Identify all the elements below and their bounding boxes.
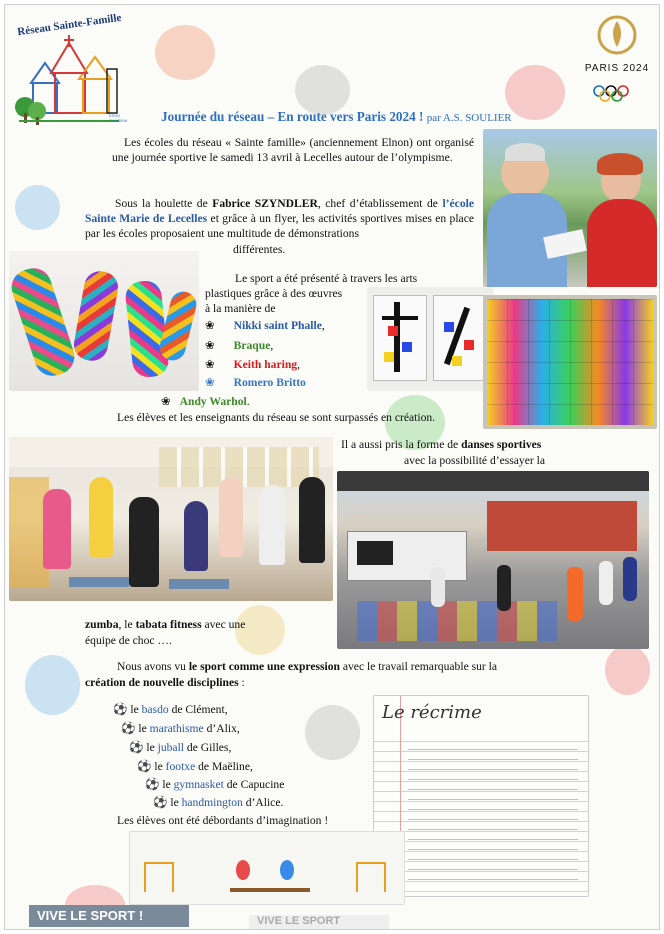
title-text: Journée du réseau – En route vers Paris 2024 ! — [161, 109, 424, 124]
discipline-item — [129, 740, 231, 755]
expression-highlight: création de nouvelle disciplines — [85, 676, 239, 689]
artist-list-item — [161, 394, 250, 409]
flower-bullet-icon: ❀ — [205, 376, 215, 389]
discipline-pre: le — [130, 703, 142, 716]
expression-line-2 — [85, 675, 385, 690]
flower-bullet-icon: ❀ — [205, 319, 215, 332]
expression-text: Nous avons vu — [117, 660, 189, 673]
discipline-pre: le — [170, 796, 182, 809]
discipline-pre: le — [146, 741, 158, 754]
footer-banner — [29, 905, 189, 927]
flower-bullet-icon: ❀ — [205, 358, 215, 371]
artist-suffix: . — [246, 395, 250, 408]
tabata-label: tabata fitness — [135, 618, 202, 631]
hand-print-decoration — [305, 705, 360, 760]
artist-list-item — [205, 375, 306, 390]
hand-print-decoration — [295, 65, 350, 115]
artist-name: Braque — [233, 339, 271, 352]
ball-bullet-icon: ⚽ — [137, 760, 152, 773]
dance-text: Il a aussi pris la forme de — [341, 438, 462, 451]
arts-closing: Les élèves et les enseignants du réseau se sont surpassés en création. — [117, 411, 436, 424]
ball-bullet-icon: ⚽ — [113, 703, 128, 716]
ball-bullet-icon: ⚽ — [153, 796, 168, 809]
paris-logo-text: PARIS 2024 — [584, 63, 650, 74]
discipline-item — [137, 759, 253, 774]
photo-organizers — [483, 129, 657, 287]
expression-line-1 — [117, 659, 583, 674]
footer-banner-text: VIVE LE SPORT — [257, 915, 341, 927]
flower-bullet-icon: ❀ — [161, 395, 171, 408]
photo-notebook — [373, 695, 589, 897]
hand-print-decoration — [605, 645, 650, 695]
dance-line-1 — [341, 437, 591, 452]
artist-name: Nikki saint Phalle — [233, 319, 322, 332]
closing-line: Les élèves ont été débordants d’imagination ! — [117, 814, 329, 827]
organizer-text: Sous la houlette de — [115, 197, 213, 210]
dance-line-4: équipe de choc …. — [85, 634, 172, 647]
notebook-heading: Le récrime — [382, 702, 482, 723]
discipline-name: juball — [157, 741, 185, 754]
artist-name: Romero Britto — [233, 376, 306, 389]
hand-print-decoration — [155, 25, 215, 80]
discipline-name: handmington — [181, 796, 243, 809]
hand-print-decoration — [25, 655, 80, 715]
discipline-name: gymnasket — [173, 778, 224, 791]
photo-courtyard-activity — [337, 471, 649, 649]
discipline-name: basdo — [141, 703, 169, 716]
expression-highlight: le sport comme une expression — [188, 660, 340, 673]
title-byline: par A.S. SOULIER — [426, 112, 512, 124]
ball-bullet-icon: ⚽ — [145, 778, 160, 791]
discipline-post: de Maëline, — [195, 760, 253, 773]
discipline-post: de Gilles, — [184, 741, 232, 754]
footer-banner-text: VIVE LE SPORT ! — [37, 908, 144, 923]
photo-zumba-class — [9, 437, 333, 601]
discipline-item — [113, 702, 228, 717]
flower-bullet-icon: ❀ — [205, 339, 215, 352]
intro-paragraph — [112, 135, 474, 165]
ball-bullet-icon: ⚽ — [129, 741, 144, 754]
discipline-pre: le — [138, 722, 150, 735]
dance-highlight: danses sportives — [461, 438, 542, 451]
zumba-label: zumba — [85, 618, 119, 631]
dance-text: , le — [118, 618, 136, 631]
hand-print-decoration — [15, 185, 60, 230]
organizer-paragraph — [85, 196, 474, 242]
dance-line-3 — [85, 617, 345, 632]
organizer-paragraph-end: différentes. — [233, 243, 286, 256]
artist-name: Keith haring — [233, 358, 298, 371]
logo-network-name: Réseau Sainte-Famille — [16, 11, 123, 39]
newsletter-page — [4, 4, 660, 930]
discipline-pre: le — [154, 760, 166, 773]
hand-print-decoration — [505, 65, 565, 120]
discipline-post: d’Alice. — [242, 796, 284, 809]
intro-text: Les écoles du réseau « Sainte famille» (anciennement Elnon) ont organisé une journée sportive le samedi 13 avril à Lecelles autour de l’olympisme. — [112, 136, 474, 165]
discipline-item — [145, 777, 284, 792]
photo-mondrian-artworks — [367, 287, 493, 391]
logo-sub-caption: ESSO CAMBRAI — [109, 113, 128, 123]
expression-text: avec le travail remarquable sur la — [339, 660, 498, 673]
artist-list-item — [205, 357, 300, 372]
organizer-text: , chef d’établissement de — [317, 197, 443, 210]
discipline-name: marathisme — [149, 722, 204, 735]
discipline-post: de Clément, — [168, 703, 228, 716]
footer-banner — [249, 915, 389, 929]
ball-bullet-icon: ⚽ — [121, 722, 136, 735]
artist-list-item — [205, 318, 325, 333]
arts-lead-2: plastiques grâce à des œuvres — [205, 287, 343, 300]
organizer-name: Fabrice SZYNDLER — [212, 197, 318, 210]
dance-line-2: avec la possibilité d’essayer la — [404, 454, 546, 467]
artist-suffix: , — [321, 319, 325, 332]
expression-text: : — [238, 676, 245, 689]
photo-sculptures — [9, 251, 199, 391]
olympic-emblem-icon — [579, 9, 655, 105]
discipline-name: footxe — [165, 760, 196, 773]
discipline-item — [121, 721, 240, 736]
discipline-post: de Capucine — [223, 778, 285, 791]
artist-name: Andy Warhol — [179, 395, 247, 408]
organizer-text: et grâce à un flyer, les activités sportives mises en place par les écoles proposaient une multitude de démonstrations — [85, 212, 474, 241]
discipline-pre: le — [162, 778, 174, 791]
arts-lead-3: à la manière de — [205, 302, 276, 315]
arts-lead-1: Le sport a été présenté à travers les arts — [235, 272, 418, 285]
discipline-item — [153, 795, 283, 810]
artist-suffix: , — [297, 358, 300, 371]
artist-suffix: , — [270, 339, 274, 352]
page-title — [161, 109, 512, 125]
photo-pop-art-portraits — [483, 295, 657, 429]
paris-2024-logo — [579, 9, 655, 105]
dance-text: avec une — [201, 618, 246, 631]
photo-children-drawing — [129, 831, 405, 905]
artist-list-item — [205, 338, 273, 353]
reseau-logo — [11, 13, 131, 131]
school-name: l’école Sainte Marie de Lecelles — [85, 197, 474, 226]
discipline-post: d’Alix, — [203, 722, 240, 735]
